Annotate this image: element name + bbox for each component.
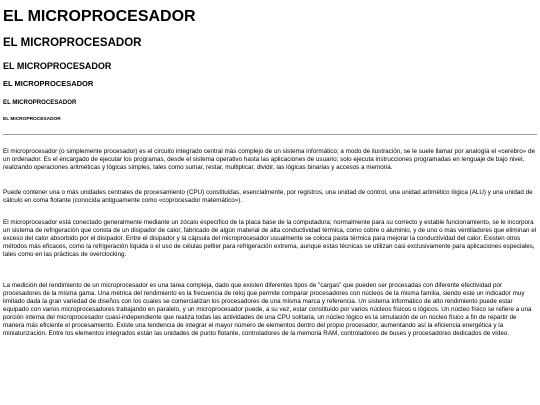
paragraph-components: Puede contener una o más unidades centrales de procesamiento (CPU) constituidas, esencialmente, por registros, una unidad de control, una unidad aritmético lógica (ALU) y una unidad de cálculo en coma flotante (conocida antiguamente como «coprocesador matemático»).: [3, 189, 533, 205]
paragraph-definition: El microprocesador (o simplemente procesador) es el circuito integrado central más complejo de un sistema informático; a modo de ilustración, se le suele llamar por analogía el «cerebro» de un ordenador. Es el encargado de ejecutar los programas, desde el sistema operativo hasta las aplicaciones de usuario; solo ejecuta instrucciones programadas en lenguaje de bajo nivel, realizando operaciones aritméticas y lógicas simples, tales como sumar, restar, multiplicar, dividir, las lógicas binarias y accesos a memoria.: [3, 148, 535, 172]
heading-level-1: EL MICROPROCESADOR: [3, 8, 196, 25]
heading-level-4: EL MICROPROCESADOR: [3, 78, 94, 88]
paragraph-performance: La medición del rendimiento de un microprocesador es una tarea compleja, dado que existen diferentes tipos de "cargas" que pueden ser procesadas con diferente efectividad por procesadores de la misma gama. Una métrica del rendimiento es la frecuencia de reloj que permite comparar procesadores con núcleos de la misma familia, siendo este un indicador muy limitado dada la gran variedad de diseños con los cuales se comercializan los procesadores de una misma marca y referencia. Un sistema informático de alto rendimiento puede estar equipado con varios microprocesadores trabajando en paralelo, y un microprocesador puede, a su vez, estar constituido por varios núcleos físicos o lógicos. Un núcleo físico se refiere a una porción interna del microprocesador cuasi-independiente que realiza todas las actividades de una CPU solitaria, un núcleo lógico es la simulación de un núcleo físico a fin de repartir de manera más eficiente el procesamiento. Existe una tendencia de integrar el mayor número de elementos dentro del propio procesador, aumentando así la eficiencia energética y la miniaturización. Entre los elementos integrados están las unidades de punto flotante, controladores de la memoria RAM, controladores de buses y procesadores dedicados de vídeo.: [3, 281, 532, 337]
heading-level-2: EL MICROPROCESADOR: [3, 37, 142, 50]
paragraph-cooling: El microprocesador está conectado generalmente mediante un zócalo específico de la placa base de la computadora; normalmente para su correcto y estable funcionamiento, se le incorpora un sistema de refrigeración que consta de un disipador de calor, fabricado de algún material de alta conductividad térmica, como cobre o aluminio, y de uno o más ventiladores que eliminan el exceso del calor absorbido por el disipador. Entre el disipador y la cápsula del microprocesador usualmente se coloca pasta térmica para mejorar la conductividad del calor. Existen otros métodos más eficaces, como la refrigeración líquida o el uso de células peltier para refrigeración extrema, aunque estas técnicas se utilizan casi exclusivamente para aplicaciones especiales, tales como en las prácticas de overclocking.: [3, 219, 537, 258]
heading-level-5: EL MICROPROCESADOR: [3, 98, 77, 106]
heading-level-6: EL MICROPROCESADOR: [3, 116, 61, 122]
heading-level-3: EL MICROPROCESADOR: [3, 60, 112, 71]
horizontal-divider: [3, 134, 537, 135]
